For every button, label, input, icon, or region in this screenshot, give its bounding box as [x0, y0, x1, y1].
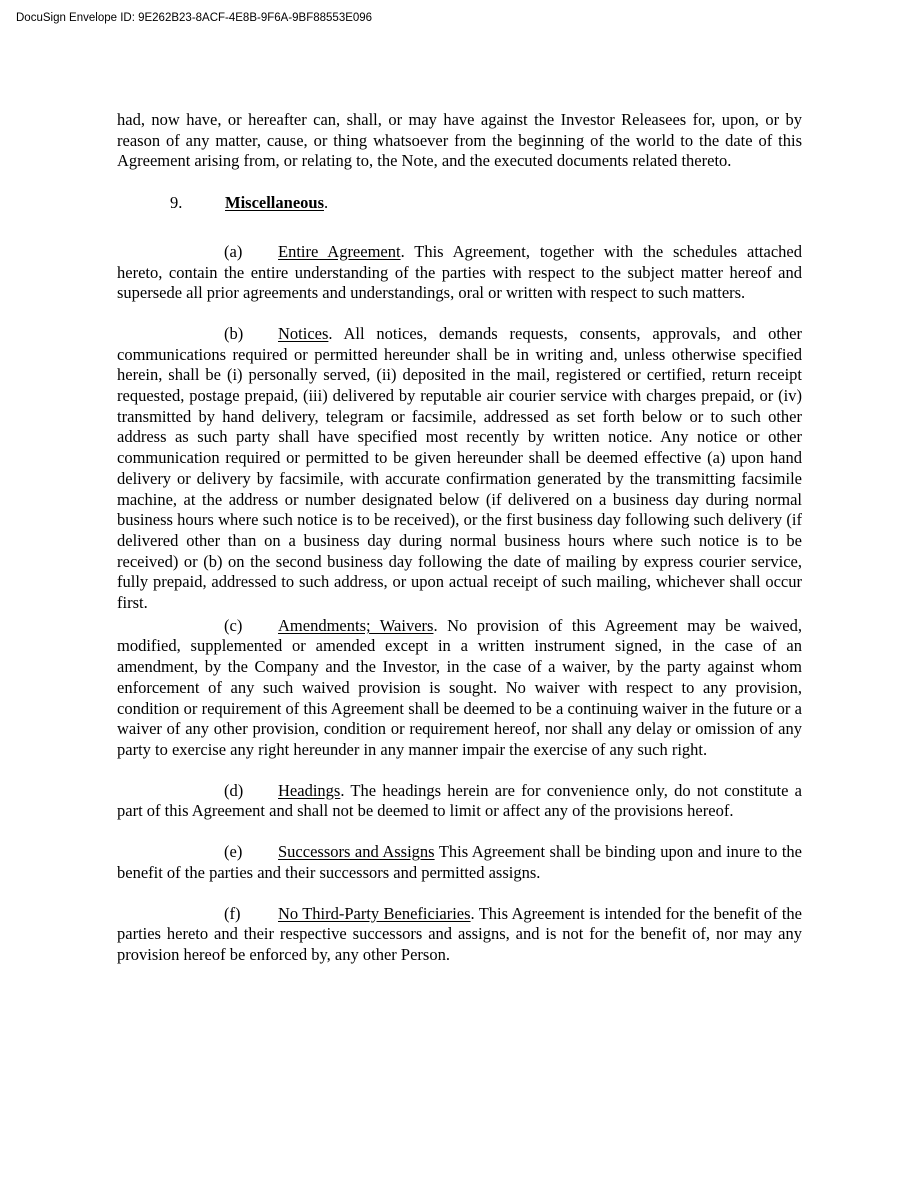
clause-successors-assigns	[117, 842, 802, 883]
clause-title: Successors and Assigns	[278, 842, 435, 862]
clause-label: (b)	[224, 323, 244, 343]
section-heading	[117, 193, 802, 214]
clause-body: . No provision of this Agreement may be waived, modified, supplemented or amended except in a written instrument signed, in the case of an amendment, by the Company and the Investor, in the case of a waiver, by the party against whom enforcement of any such waived provision is sought. No waiver with respect to any provision, condition or requirement of this Agreement shall be deemed to be a continuing waiver in the future or a waiver of any other provision, condition or requirement hereof, nor shall any delay or omission of any party to exercise any right hereunder in any manner impair the exercise of any such right.	[117, 615, 802, 759]
clause-label: (a)	[224, 241, 243, 261]
clause-body: . The headings herein are for convenience only, do not constitute a part of this Agreement and shall not be deemed to limit or affect any of the provisions hereof.	[117, 780, 802, 821]
clause-label: (f)	[224, 903, 241, 923]
clause-title: Entire Agreement	[278, 241, 401, 261]
section-title-suffix: .	[324, 193, 329, 213]
clause-body: . This Agreement, together with the schedules attached hereto, contain the entire understanding of the parties with respect to the subject matter hereof and supersede all prior agreements and understandings, oral or written with respect to such matters.	[117, 241, 802, 303]
clause-amendments-waivers	[117, 616, 802, 761]
clause-body: . All notices, demands requests, consents, approvals, and other communications required or permitted hereunder shall be in writing and, unless otherwise specified herein, shall be (i) personally served, (ii) deposited in the mail, registered or certified, return receipt requested, postage prepaid, (iii) delivered by reputable air courier service with charges prepaid, or (iv) transmitted by hand delivery, telegram or facsimile, addressed as set forth below or to such other address as such party shall have specified most recently by written notice. Any notice or other communication required or permitted to be given hereunder shall be deemed effective (a) upon hand delivery or delivery by facsimile, with accurate confirmation generated by the transmitting facsimile machine, at the address or number designated below (if delivered on a business day during normal business hours where such notice is to be received), or the first business day following such delivery (if delivered other than on a business day during normal business hours where such notice is to be received) or (b) on the second business day following the date of mailing by express courier service, fully prepaid, addressed to such address, or upon actual receipt of such mailing, whichever shall occur first.	[117, 323, 802, 613]
clause-title: Amendments; Waivers	[278, 615, 434, 635]
docusign-envelope-id: DocuSign Envelope ID: 9E262B23-8ACF-4E8B-9F6A-9BF88553E096	[16, 12, 373, 24]
clause-label: (c)	[224, 615, 243, 635]
clause-label: (d)	[224, 780, 244, 800]
clause-entire-agreement	[117, 242, 802, 304]
document-page	[117, 110, 802, 966]
section-number: 9.	[170, 193, 183, 213]
clause-title: Notices	[278, 323, 329, 343]
clause-notices	[117, 324, 802, 614]
clause-title: No Third-Party Beneficiaries	[278, 903, 471, 923]
intro-paragraph: had, now have, or hereafter can, shall, or may have against the Investor Releasees for, upon, or by reason of any matter, cause, or thing whatsoever from the beginning of the world to the date of this Agreement arising from, or relating to, the Note, and the executed documents related thereto.	[117, 110, 802, 171]
clause-body: This Agreement shall be binding upon and inure to the benefit of the parties and their successors and permitted assigns.	[117, 842, 802, 882]
clause-body: . This Agreement is intended for the benefit of the parties hereto and their respective successors and assigns, and is not for the benefit of, nor may any provision hereof be enforced by, any other Person.	[117, 903, 802, 964]
clause-title: Headings	[278, 780, 341, 800]
clause-label: (e)	[224, 842, 243, 862]
section-title: Miscellaneous	[225, 193, 324, 213]
clause-headings	[117, 781, 802, 822]
clause-no-third-party-beneficiaries	[117, 904, 802, 966]
